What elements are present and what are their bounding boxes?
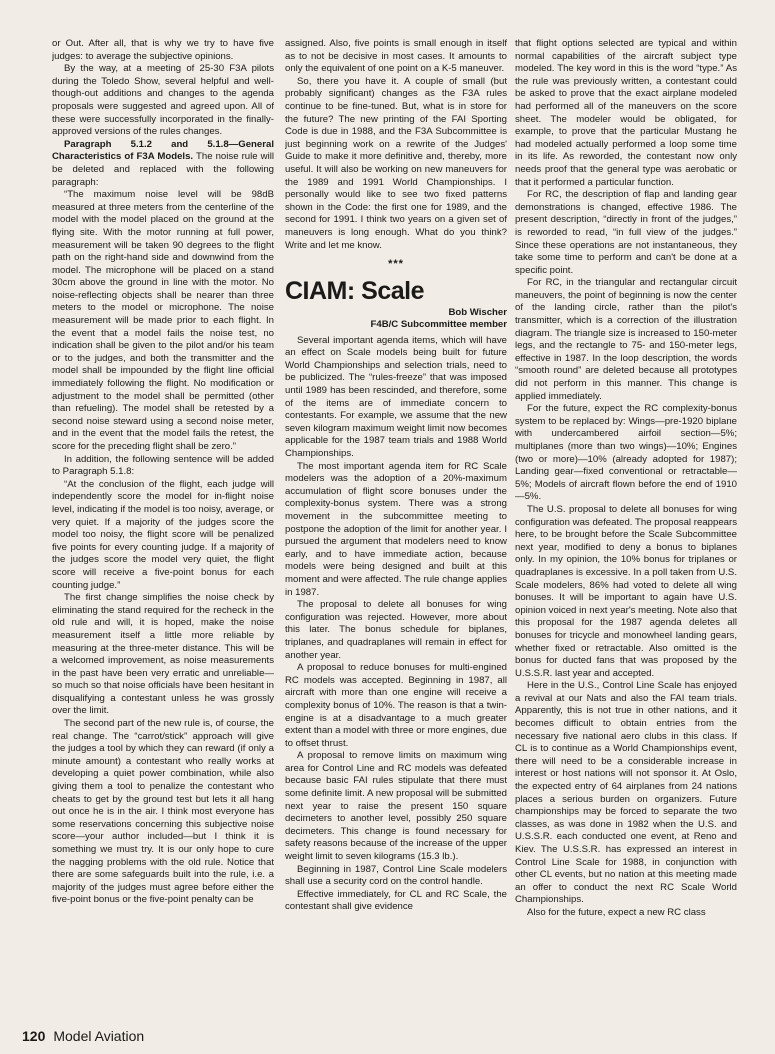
paragraph: A proposal to reduce bonuses for multi-engined RC models was accepted. Beginning in 1987, all aircraft with more than one engine will receive a complexity bonus of 10%. The reason is that a twin-engine is at a disadvantage to a much greater extent than a model with three or more engines, due to offset thrust. xyxy=(285,662,507,749)
paragraph: or Out. After all, that is why we try to have five judges: to average the subjective opinions. xyxy=(52,38,274,62)
paragraph: For the future, expect the RC complexity-bonus system to be replaced by: Wings—pre-1920 biplane with undercambered airfoil section—5%; multiplanes (more than two wings)—10%; Engines (two or more)—10% (already adopted for 1987); Landing gear—fixed conventional or retractable—5%; Models of aircraft flown before the end of 1910—5%. xyxy=(515,403,737,503)
paragraph: The proposal to delete all bonuses for wing configuration was rejected. However, more about this later. The bonus schedule for biplanes, triplanes, and quadraplanes will remain in effect for another year. xyxy=(285,599,507,661)
paragraph: assigned. Also, five points is small enough in itself as to not be decisive in most cases. It amounts to only the equivalent of one point on a K-5 maneuver. xyxy=(285,38,507,75)
author-name: Bob Wischer xyxy=(448,306,507,318)
paragraph: Effective immediately, for CL and RC Scale, the contestant shall give evidence xyxy=(285,888,507,913)
paragraph: In addition, the following sentence will be added to Paragraph 5.1.8: xyxy=(52,453,274,478)
paragraph: Here in the U.S., Control Line Scale has enjoyed a revival at our Nats and also the FAI team trials. Apparently, this is not true in other nations, and it becomes difficult to obtain entries from the necessary five national aero clubs in this class. If CL is to continue as a World Championships event, there will need to be a considerable increase in interest or host nations will not sponsor it. At Oslo, the expected entry of 64 airplanes from 24 nations places a serious burden on organizers. Future championships may be forced to separate the two classes, as was done in 1982 when the U.S. and U.S.S.R. each conducted one event, at Reno and Kiev. The U.S.S.R. has expressed an interest in Control Line Scale for 1988, in conjunction with other CL events, but no nation at this meeting made an offer to conduct the next RC Scale World Championships. xyxy=(515,680,737,906)
paragraph: The first change simplifies the noise check by eliminating the stand required for the recheck in the old rule and will, it is hoped, make the noise measurement itself a little more reliable by measuring at the three-meter distance. This will be a welcomed improvement, as noise measurements in the past have been very erratic and unreliable—so much so that noise officials have been hesitant in disqualifying a contestant unless he was grossly over the limit. xyxy=(52,592,274,717)
paragraph: The most important agenda item for RC Scale modelers was the adoption of a 20%-maximum accumulation of flight score bonuses under the complexity-bonus system. There was a strong movement in the subcommittee meeting to postpone the adoption of the limit for another year. I pursued the argument that modelers need to know early, and to have immediate action, because models were being designed and built at this moment and were affected. The rule change applies in 1987. xyxy=(285,460,507,598)
paragraph: For RC, the description of flap and landing gear demonstrations is changed, effective 1986. The present description, “directly in front of the judges,” is reworded to read, “in full view of the judges.” Since these operations are not instantaneous, they take some time to perform and can't be done at a specific point. xyxy=(515,189,737,276)
paragraph: The U.S. proposal to delete all bonuses for wing configuration was defeated. The proposal reappears here, to be brought before the Scale Subcommittee next year, modified to deny a bonus to biplanes only. In my opinion, the 10% bonus for triplanes or quadraplanes is excessive. In a poll taken from U.S. Scale modelers, 86% had voted to delete all wing bonuses. It will be important to again have U.S. opinion voiced in next year's meeting. Note also that this proposal for the 1987 agenda deletes all bonuses for tricycle and monowheel landing gears, whether fixed or retractable. Also omitted is the bonus for ducted fans that was proposed by the U.S.S.R. last year and accepted. xyxy=(515,503,737,679)
paragraph xyxy=(52,139,274,189)
paragraph: Beginning in 1987, Control Line Scale modelers shall use a security cord on the control handle. xyxy=(285,863,507,888)
quoted-rule: “The maximum noise level will be 98dB measured at three meters from the centerline of the model with the model placed on the ground at the flying site. With the motor running at full power, measurement will be taken 90 degrees to the flight path on the right-hand side and downwind from the model. The microphone will be placed on a stand 30cm above the ground in line with the motor. No noise-reflecting objects shall be nearer than three meters to the model or microphone. The noise measurement will be made prior to each flight. In the event that a model fails the noise test, no indication shall be given to the pilot and/or his team or to the judges, and both the transmitter and the model shall be impounded by the flight line official immediately following the flight. No modification or adjustment to the model shall be permitted (other than refueling). The model shall be retested by a second noise steward using a second noise meter, and in the event that the model fails the retest, the score for the preceding flight shall be zero.” xyxy=(52,189,274,452)
column-left xyxy=(52,38,274,1016)
paragraph: So, there you have it. A couple of small (but probably significant) changes as the F3A rules continue to be fine-tuned. But, what is in store for the future? The new printing of the FAI Sporting Code is due in 1988, and the F3A Subcommittee is just beginning work on a rewrite of the Judges' Guide to make it more definitive and, thereby, more useful. It will also be working on new maneuvers for the 1989 and 1991 World Championships. I personally would like to see two fixed patterns shown in the Code: the first one for 1989, and the second for 1991. I think two years on a given set of maneuvers is long enough. What do you think? Write and let me know. xyxy=(285,75,507,251)
quoted-rule: “At the conclusion of the flight, each judge will independently score the model for in-flight noise level, indicating if the model is too noisy, average, or very quiet. If a majority of the judges score the model too noisy, the flight score will be penalized five points for every counting judge. If a majority of the judges score the model very quiet, the flight score will receive a five-point bonus for each counting judge.” xyxy=(52,478,274,591)
page-footer xyxy=(22,1028,144,1044)
paragraph: Also for the future, expect a new RC class xyxy=(527,906,706,918)
page-number: 120 xyxy=(22,1028,46,1044)
column-middle xyxy=(285,38,507,1016)
paragraph: The second part of the new rule is, of course, the real change. The “carrot/stick” approach will give the judges a tool by which they can reward (if only a minute amount) a contestant who really works at developing a quiet power combination, while also giving them a tool to penalize the contestant who cheats to get by the ground test but lets it all hang out once he is in the air. I think most everyone has some reservations concerning this subjective noise score—your author included—but I think it is something we must try. It is our only hope to cure the nagging problems with the old rule. Notice that there are some safeguards built into the rule, i.e. a majority of the judges must agree before either the five-point bonus or the five-point penalty can be xyxy=(52,718,274,906)
section-heading: CIAM: Scale xyxy=(285,276,424,305)
paragraph: For RC, in the triangular and rectangular circuit maneuvers, the point of beginning is now the center of the landing circle, rather than the pilot's transmitter, which is a correction of the illustration diagram. The triangle size is increased to 150-meter legs, and the rectangle to 75- and 150-meter legs, effective in 1987. In the loop description, the words “smooth round” are deleted because all prototypes did not perform in this manner. This change is applied immediately. xyxy=(515,277,737,402)
paragraph: By the way, at a meeting of 25-30 F3A pilots during the Toledo Show, several helpful and well-though-out additions and changes to the agenda proposals were suggested and agreed upon. All of these were successfully incorporated in the finally-approved versions of the rules changes. xyxy=(52,63,274,138)
section-divider: *** xyxy=(388,258,404,271)
byline xyxy=(285,307,507,331)
magazine-name: Model Aviation xyxy=(53,1028,145,1044)
paragraph: that flight options selected are typical and within normal capabilities of the aircraft subject type modeled. The key word in this is the word “type.” As the rule was previously written, a contestant could be asked to prove that the exact airplane modeled had performed all of the maneuvers on the score sheet. The modeler would be obligated, for example, to prove that the particular Mustang he had modeled actually performed a loop some time in its life. As reworded, the contestant now only needs proof that the general type was aerobatic or that it performed a particular function. xyxy=(515,38,737,188)
author-title: F4B/C Subcommittee member xyxy=(370,318,507,330)
column-right xyxy=(515,38,737,1016)
paragraph-heading: Paragraph 5.1.2 and 5.1.8—General Characteristics of F3A Models. xyxy=(52,138,274,163)
paragraph-text: The noise rule will be deleted and replaced with the following paragraph: xyxy=(52,151,274,188)
paragraph: Several important agenda items, which will have an effect on Scale models being built for future World Championships and selection trials, need to be publicized. The “rules-freeze” that was imposed until 1989 has been rescinded, and therefore, some of the items are of immediate concern to contestants. For example, we assume that the new seven kilogram maximum weight limit now becomes applicable for the 1987 team trials and 1988 World Championships. xyxy=(285,334,507,460)
paragraph: A proposal to remove limits on maximum wing area for Control Line and RC models was defeated because basic FAI rules stipulate that there must some definite limit. A new proposal will be submitted next year to raise the present 150 square decimeters to another level, possibly 250 square decimeters. This change is found necessary for safety reasons because of the increase of the upper weight limit to seven kilograms (15.3 lb.). xyxy=(285,750,507,863)
